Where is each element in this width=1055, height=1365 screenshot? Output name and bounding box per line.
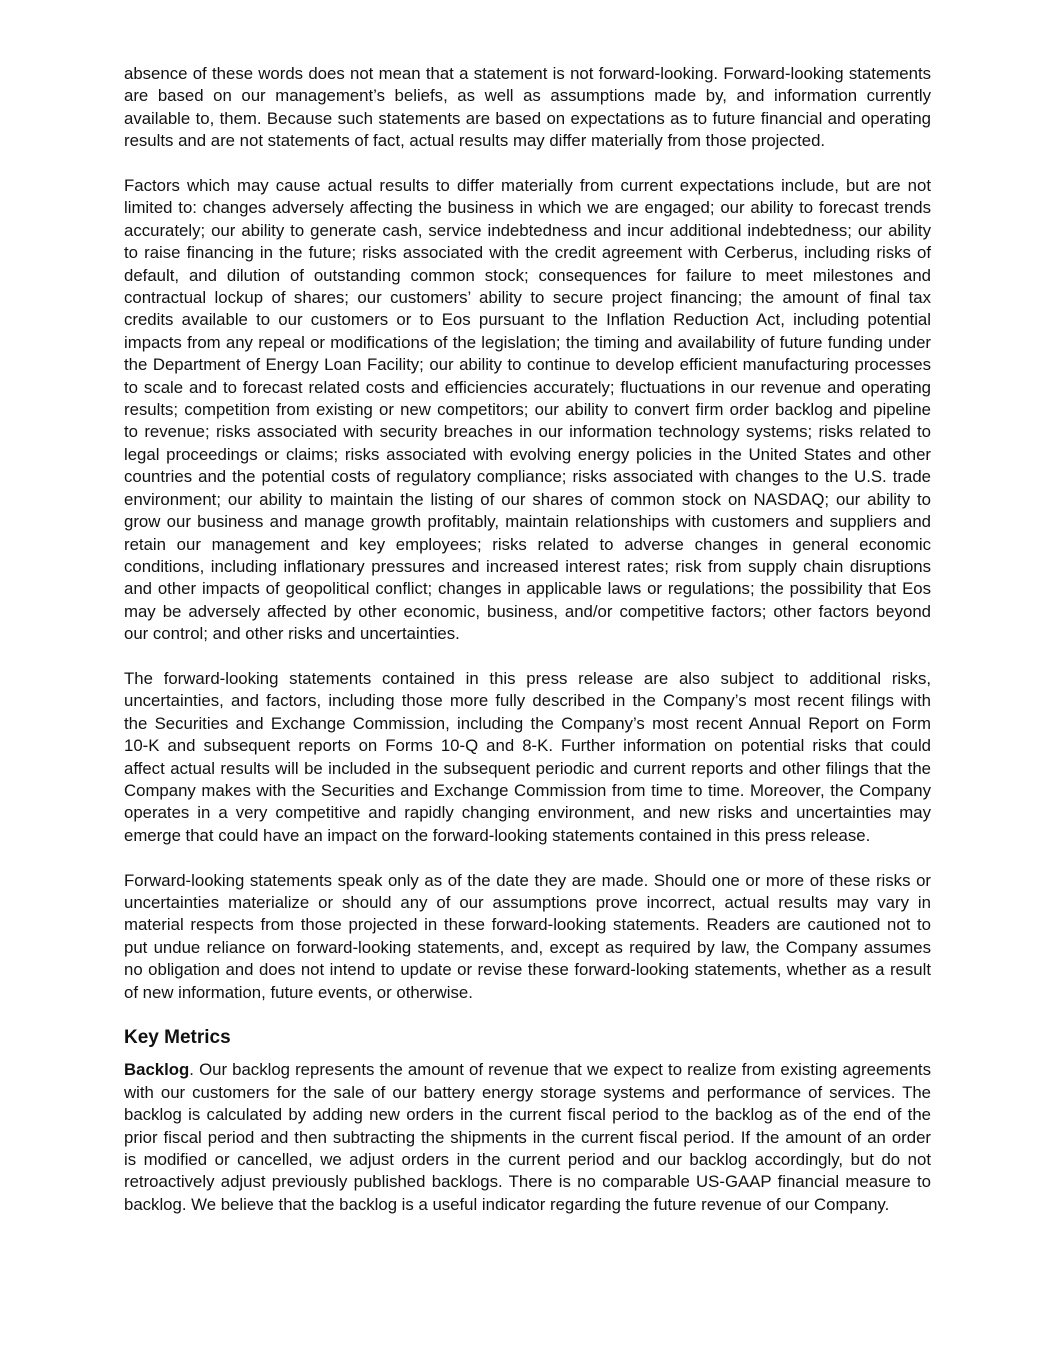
- text-line: backlog. We believe that the backlog is a useful indicator regarding the future revenue of our Company.: [124, 1194, 890, 1214]
- backlog-term: Backlog: [124, 1060, 190, 1080]
- text-line: contractual lockup of shares; our customers’ ability to secure project financing; the amount of final tax: [124, 288, 931, 308]
- text-line: Factors which may cause actual results to differ materially from current expectations include, but are not: [124, 176, 931, 196]
- text-line: Forward-looking statements speak only as of the date they are made. Should one or more of these risks or: [124, 870, 931, 890]
- text-line: operates in a very competitive and rapidly changing environment, and new risks and uncertainties may: [124, 803, 931, 823]
- text-line: affect actual results will be included in the subsequent periodic and current reports and other filings that the: [124, 758, 931, 778]
- text-line-content: . Our backlog represents the amount of revenue that we expect to realize from existing agreements: [189, 1060, 931, 1080]
- text-line: Company makes with the Securities and Exchange Commission from time to time. Moreover, the Company: [124, 780, 931, 800]
- text-line: to raise financing in the future; risks associated with the credit agreement with Cerberus, including risks of: [124, 243, 931, 263]
- text-line: with our customers for the sale of our battery energy storage systems and performance of services. The: [124, 1082, 931, 1102]
- text-line: environment; our ability to maintain the listing of our shares of common stock on NASDAQ; our ability to: [124, 489, 931, 509]
- text-line: results and are not statements of fact, actual results may differ materially from those projected.: [124, 131, 826, 151]
- text-line: put undue reliance on forward-looking statements, and, except as required by law, the Company assumes: [124, 937, 931, 957]
- text-line: countries and the potential costs of regulatory compliance; risks associated with changes to the U.S. trade: [124, 467, 931, 487]
- text-line: absence of these words does not mean that a statement is not forward-looking. Forward-looking statements: [124, 64, 931, 83]
- text-line: limited to: changes adversely affecting the business in which we are engaged; our ability to forecast trends: [124, 198, 931, 218]
- text-line: accurately; our ability to generate cash, service indebtedness and incur additional indebtedness; our ability: [124, 220, 931, 240]
- reliance-disclaimer-paragraph: [124, 870, 931, 1004]
- text-line: emerge that could have an impact on the forward-looking statements contained in this press release.: [124, 825, 871, 845]
- text-line: retroactively adjust previously published backlogs. There is no comparable US-GAAP financial measure to: [124, 1172, 931, 1192]
- text-line: and other impacts of geopolitical conflict; changes in applicable laws or regulations; the possibility that Eos: [124, 579, 931, 599]
- text-line: uncertainties, and factors, including those more fully described in the Company’s most recent filings with: [124, 691, 931, 711]
- document-page: [124, 63, 931, 1239]
- text-line: uncertainties materialize or should any of our assumptions prove incorrect, actual results may vary in: [124, 892, 931, 912]
- text-line: to scale and to forecast related costs and efficiencies accurately; fluctuations in our revenue and operating: [124, 377, 931, 397]
- text-line: our control; and other risks and uncertainties.: [124, 624, 460, 644]
- text-line: may be adversely affected by other economic, business, and/or competitive factors; other factors beyond: [124, 601, 931, 621]
- text-line: The forward-looking statements contained in this press release are also subject to additional risks,: [124, 668, 931, 688]
- text-line: material respects from those projected in these forward-looking statements. Readers are cautioned not to: [124, 915, 931, 935]
- text-line: to revenue; risks associated with security breaches in our information technology systems; risks related to: [124, 422, 931, 442]
- text-line: results; competition from existing or new competitors; our ability to convert firm order backlog and pipeline: [124, 400, 931, 420]
- risk-factors-paragraph: [124, 175, 931, 646]
- text-line: no obligation and does not intend to update or revise these forward-looking statements, whether as a result: [124, 960, 931, 980]
- text-line: 10-K and subsequent reports on Forms 10-Q and 8-K. Further information on potential risks that could: [124, 736, 931, 756]
- text-line: [124, 1059, 931, 1081]
- text-line: are based on our management’s beliefs, as well as assumptions made by, and information currently: [124, 86, 931, 106]
- backlog-paragraph: [124, 1059, 931, 1216]
- text-line: conditions, including inflationary pressures and increased interest rates; risk from supply chain disruptions: [124, 556, 931, 576]
- text-line: the Department of Energy Loan Facility; our ability to continue to develop efficient manufacturing processes: [124, 355, 931, 375]
- text-line: legal proceedings or claims; risks associated with evolving energy policies in the United States and other: [124, 444, 931, 464]
- text-line: of new information, future events, or otherwise.: [124, 982, 473, 1002]
- text-line: impacts from any repeal or modifications of the legislation; the timing and availability of future funding under: [124, 332, 931, 352]
- text-line: is modified or cancelled, we adjust orders in the current period and our backlog accordingly, but do not: [124, 1150, 931, 1170]
- text-line: prior fiscal period and then subtracting the shipments in the current fiscal period. If the amount of an order: [124, 1127, 931, 1147]
- text-line: grow our business and manage growth profitably, maintain relationships with customers and suppliers and: [124, 512, 931, 532]
- text-line: retain our management and key employees; risks related to adverse changes in general economic: [124, 534, 931, 554]
- text-line: credits available to our customers or to Eos pursuant to the Inflation Reduction Act, including potential: [124, 310, 931, 330]
- section-heading-key-metrics: Key Metrics: [124, 1027, 231, 1049]
- text-line: the Securities and Exchange Commission, including the Company’s most recent Annual Report on Form: [124, 713, 931, 733]
- forward-looking-intro-paragraph: [124, 63, 931, 153]
- text-line: available to, them. Because such statements are based on expectations as to future financial and operating: [124, 108, 931, 128]
- text-line: backlog is calculated by adding new orders in the current fiscal period to the backlog as of the end of the: [124, 1105, 931, 1125]
- text-line: default, and dilution of outstanding common stock; consequences for failure to meet milestones and: [124, 265, 931, 285]
- sec-filings-paragraph: [124, 668, 931, 847]
